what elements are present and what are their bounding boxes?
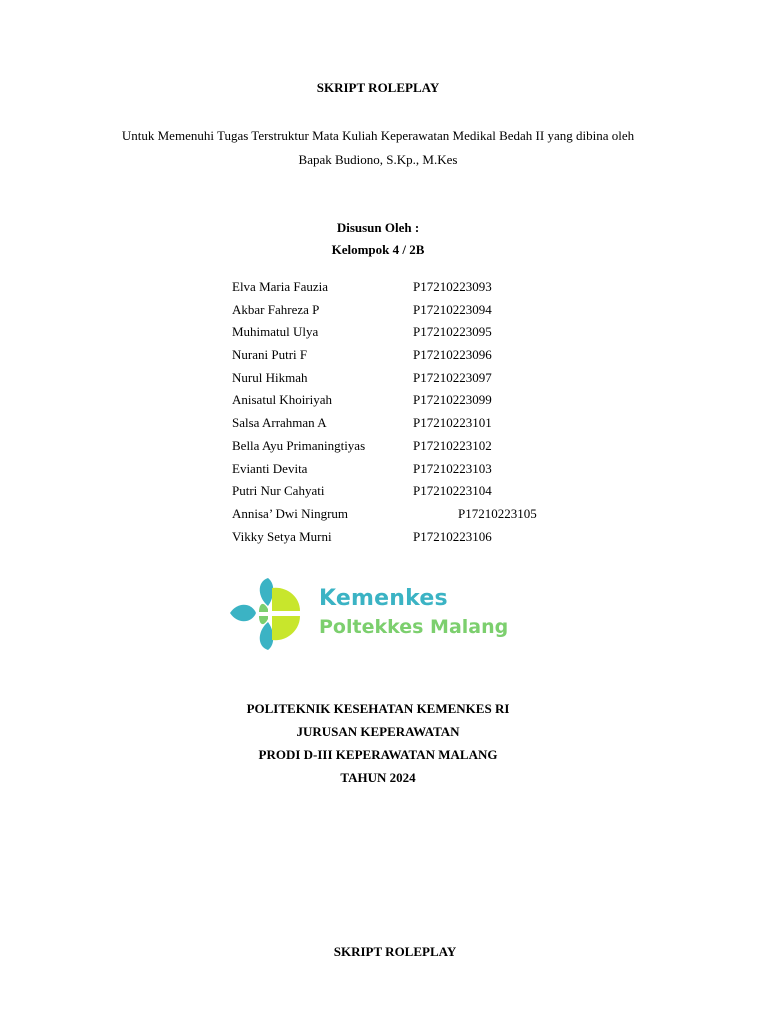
next-page-title: SKRIPT ROLEPLAY <box>333 944 457 959</box>
member-name: Elva Maria Fauzia <box>232 279 329 294</box>
member-nim: P17210223097 <box>413 369 492 385</box>
purpose-line-1: Untuk Memenuhi Tugas Terstruktur Mata Kuliah Keperawatan Medikal Bedah II yang dibina oleh <box>121 128 635 143</box>
member-name: Akbar Fahreza P <box>232 301 320 317</box>
member-name: Muhimatul Ulya <box>232 324 319 340</box>
member-name: Putri Nur Cahyati <box>232 483 325 499</box>
member-name: Salsa Arrahman A <box>232 415 327 431</box>
program-name: PRODI D-III KEPERAWATAN MALANG <box>258 747 498 762</box>
member-nim: P17210223101 <box>413 415 492 431</box>
member-row <box>232 321 592 344</box>
member-name: Bella Ayu Primaningtiyas <box>232 437 366 453</box>
year-label: TAHUN 2024 <box>340 770 416 785</box>
member-nim: P17210223103 <box>413 460 492 476</box>
logo-poltekkes-text: Poltekkes Malang <box>319 616 509 638</box>
logo-kemenkes-text: Kemenkes <box>319 586 448 611</box>
member-list <box>232 276 592 548</box>
assignment-purpose <box>70 124 686 172</box>
member-row <box>232 480 592 503</box>
member-nim: P17210223096 <box>413 347 492 363</box>
authored-by-label: Disusun Oleh : <box>336 220 420 235</box>
member-row <box>232 526 592 549</box>
document-title: SKRIPT ROLEPLAY <box>316 80 440 95</box>
member-name: Vikky Setya Murni <box>232 528 332 544</box>
member-row <box>232 344 592 367</box>
member-name: Evianti Devita <box>232 460 308 476</box>
member-name: Nurul Hikmah <box>232 369 308 385</box>
member-row <box>232 435 592 458</box>
member-name: Anisatul Khoiriyah <box>232 392 333 408</box>
member-nim: P17210223106 <box>413 528 492 544</box>
member-nim: P17210223094 <box>413 301 492 317</box>
member-nim: P17210223104 <box>413 483 492 499</box>
kemenkes-logo <box>228 576 528 652</box>
institution-block <box>0 697 756 789</box>
member-row <box>232 458 592 481</box>
member-name: Nurani Putri F <box>232 347 308 363</box>
member-row <box>232 276 592 299</box>
group-label: Kelompok 4 / 2B <box>331 242 425 257</box>
member-name: Annisa’ Dwi Ningrum <box>232 505 349 521</box>
member-nim: P17210223099 <box>413 392 492 408</box>
member-nim: P17210223105 <box>458 505 537 521</box>
member-row <box>232 389 592 412</box>
member-nim: P17210223095 <box>413 324 492 340</box>
member-nim: P17210223093 <box>413 279 492 294</box>
kemenkes-emblem-icon <box>228 576 308 652</box>
authored-block <box>0 217 756 261</box>
purpose-line-2: Bapak Budiono, S.Kp., M.Kes <box>298 152 458 167</box>
member-row <box>232 367 592 390</box>
institution-name: POLITEKNIK KESEHATAN KEMENKES RI <box>246 701 510 716</box>
member-row <box>232 412 592 435</box>
member-row <box>232 503 592 526</box>
member-nim: P17210223102 <box>413 437 492 453</box>
member-row <box>232 299 592 322</box>
department-name: JURUSAN KEPERAWATAN <box>296 724 460 739</box>
